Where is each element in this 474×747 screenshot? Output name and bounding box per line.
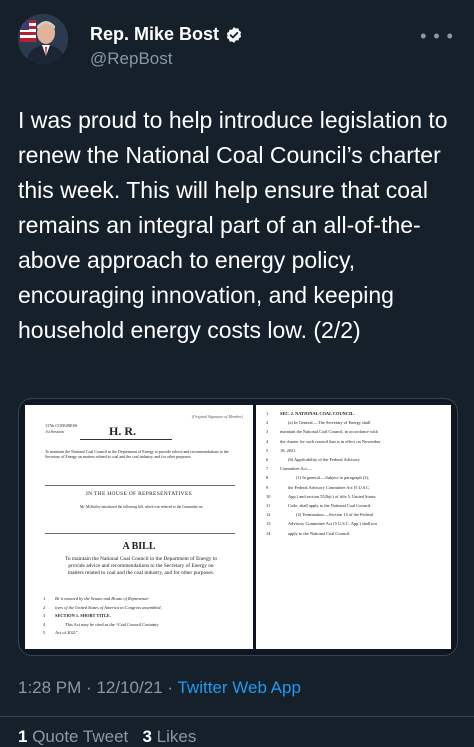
introduced-text: Mr. McKinley introduced the following bill; which was referred to the Committee on bbox=[80, 505, 203, 509]
avatar[interactable] bbox=[18, 14, 68, 64]
author-name-row[interactable] bbox=[90, 24, 243, 45]
bill-line: 5 18, 2021. bbox=[266, 447, 297, 453]
divider bbox=[45, 533, 235, 534]
tweet-stats bbox=[18, 727, 196, 747]
bill-line: 13 Advisory Committee Act (5 U.S.C. App.) shall not bbox=[266, 521, 377, 527]
tweet-header bbox=[18, 14, 458, 78]
session-label: 1st Session bbox=[45, 428, 64, 434]
bill-line: 2 (a) In General.—The Secretary of Energy shall bbox=[266, 420, 371, 426]
source-app-link[interactable]: Twitter Web App bbox=[177, 678, 301, 697]
bill-line: 5 Act of 2021”. bbox=[43, 630, 80, 636]
bill-number: H. R. bbox=[109, 424, 136, 438]
meta-separator: · bbox=[167, 678, 174, 697]
bill-line: 11 Code, shall apply to the National Coal Council. bbox=[266, 503, 372, 509]
bill-line: 12 (2) Termination.—Section 14 of the Federal bbox=[266, 512, 374, 518]
bill-line: 3 maintain the National Coal Council, in accordance with bbox=[266, 429, 378, 435]
like-label: Likes bbox=[156, 727, 197, 746]
bill-line: 9 the Federal Advisory Committee Act (5 U.S.C. bbox=[266, 484, 371, 490]
bill-line: 4 the charter for such council that is in effect on November bbox=[266, 438, 381, 444]
signature-note: (Original Signature of Member) bbox=[191, 414, 243, 419]
author-handle[interactable]: @RepBost bbox=[90, 49, 173, 68]
quote-count: 1 bbox=[18, 727, 28, 746]
verified-badge-icon bbox=[225, 26, 243, 44]
bill-line: 2 tives of the United States of America in Congress assembled, bbox=[43, 604, 162, 610]
bill-line: 6 (b) Applicability of the Federal Advisory bbox=[266, 457, 360, 463]
divider bbox=[45, 485, 235, 486]
more-options-icon[interactable]: • • • bbox=[420, 26, 454, 46]
bill-line: 7 Committee Act.— bbox=[266, 466, 313, 472]
bill-line: 10 App.) and section 552b(c) of title 5, United States bbox=[266, 493, 376, 499]
bill-line: 14 apply to the National Coal Council. bbox=[266, 530, 351, 536]
congress-label: 117th CONGRESS bbox=[45, 423, 78, 428]
bill-text-lines bbox=[266, 409, 446, 538]
bill-line: 4 This Act may be cited as the “Coal Council Certainty bbox=[43, 621, 159, 627]
bill-purpose-long: To maintain the National Coal Council in the Department of Energy to provide advice and recommendations to the Secretary of Energy on matters related to coal and the coal industry, and for other purposes. bbox=[64, 556, 218, 576]
bill-purpose-short: To maintain the National Coal Council in the Department of Energy to provide advice and recommendations to the Secretary of Energy on matters related to coal and the coal industry, and for other purposes. bbox=[45, 449, 229, 460]
meta-separator: · bbox=[86, 678, 92, 697]
bill-line: 8 (1) In general.—Subject to paragraph (2), bbox=[266, 475, 370, 481]
bill-line: 1 Be it enacted by the Senate and House of Representa- bbox=[43, 596, 150, 601]
bill-page-1[interactable] bbox=[25, 405, 253, 649]
quote-label: Quote Tweet bbox=[32, 727, 129, 746]
tweet-time[interactable]: 1:28 PM bbox=[18, 678, 82, 697]
bill-text-lines bbox=[43, 595, 243, 638]
congress-session bbox=[45, 423, 77, 434]
quote-tweets-link[interactable] bbox=[18, 727, 128, 746]
house-heading: IN THE HOUSE OF REPRESENTATIVES bbox=[86, 491, 192, 497]
like-count: 3 bbox=[142, 727, 152, 746]
tweet-date[interactable]: 12/10/21 bbox=[96, 678, 163, 697]
bill-line: 1 SEC. 2. NATIONAL COAL COUNCIL. bbox=[266, 411, 355, 416]
likes-link[interactable] bbox=[142, 727, 196, 746]
tweet-text: I was proud to help introduce legislation to renew the National Coal Council’s charter this week. This will help ensure that coal remains an integral part of an all-of-the-above approach to energy policy, encouraging innovation, and keeping household energy costs low. (2/2) bbox=[18, 107, 448, 343]
bill-line: 3 SECTION 1. SHORT TITLE. bbox=[43, 613, 111, 619]
divider bbox=[0, 716, 474, 717]
author-name[interactable]: Rep. Mike Bost bbox=[90, 24, 220, 44]
bill-title: A BILL bbox=[122, 541, 156, 552]
tweet-media[interactable] bbox=[18, 398, 458, 656]
bill-page-2[interactable] bbox=[256, 405, 451, 649]
tweet-meta bbox=[18, 678, 301, 698]
bill-number-underline bbox=[80, 439, 172, 440]
